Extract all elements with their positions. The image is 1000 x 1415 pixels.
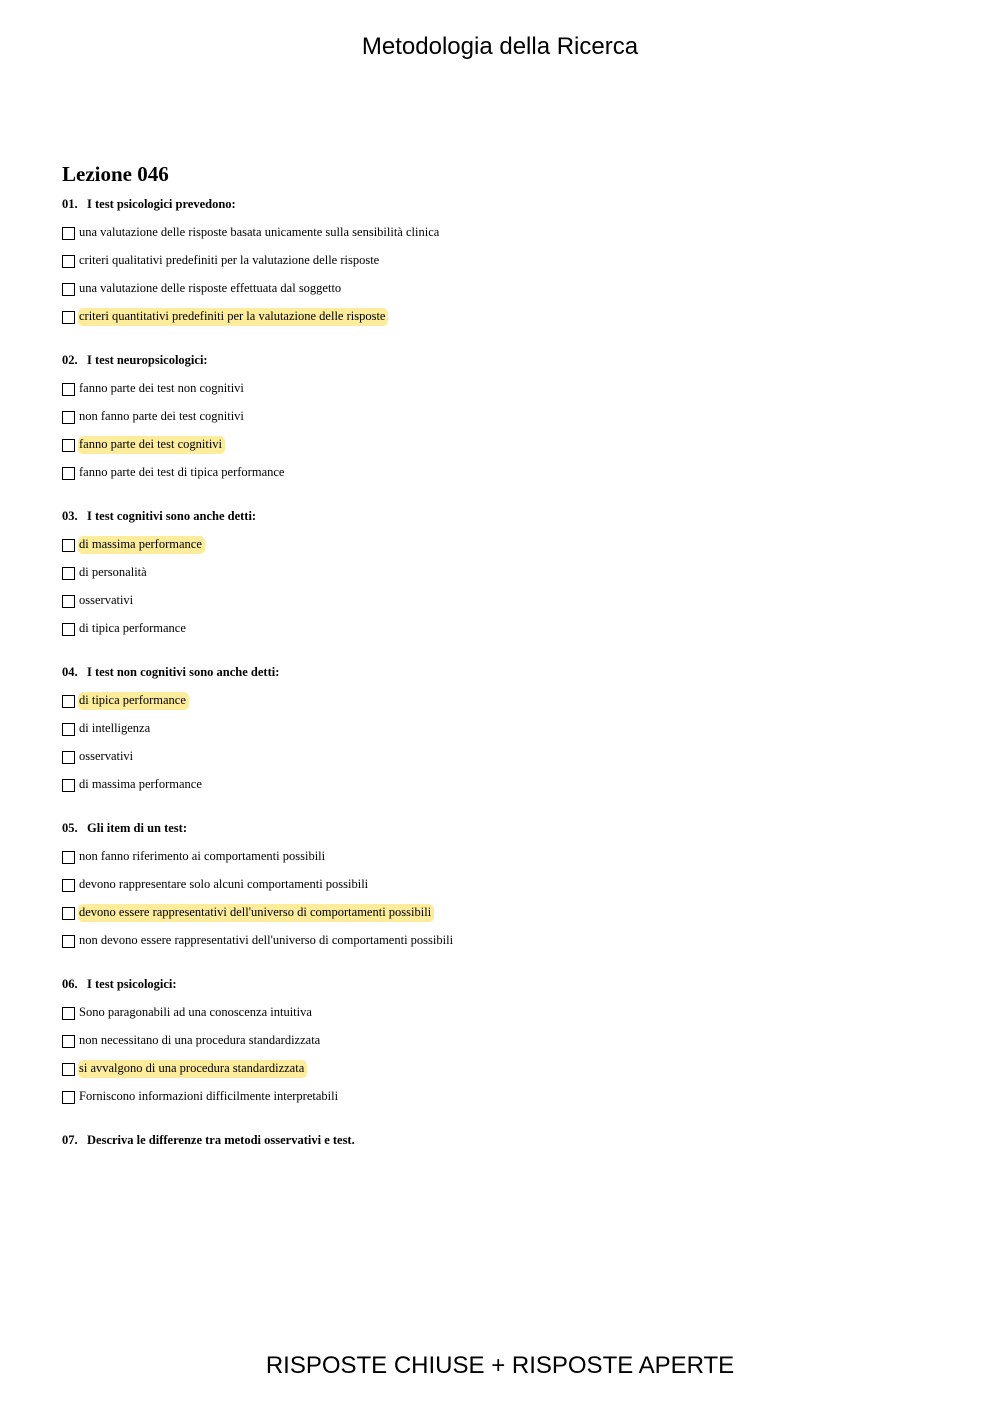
answer-option[interactable] xyxy=(62,927,962,955)
question-header xyxy=(62,664,962,680)
answer-checkbox[interactable] xyxy=(62,227,75,240)
answer-text: di tipica performance xyxy=(79,621,186,635)
answer-checkbox[interactable] xyxy=(62,779,75,792)
question-spacer xyxy=(62,487,962,500)
answer-text: non devono essere rappresentativi dell'universo di comportamenti possibili xyxy=(79,933,454,947)
answer-text-highlighted: di tipica performance xyxy=(78,692,189,710)
answer-text: Sono paragonabili ad una conoscenza intuitiva xyxy=(79,1005,312,1019)
answer-option[interactable] xyxy=(62,275,962,303)
answer-text-highlighted: devono essere rappresentativi dell'universo di comportamenti possibili xyxy=(78,904,434,922)
question-text: I test neuropsicologici: xyxy=(87,353,208,367)
question-spacer xyxy=(62,955,962,968)
answer-option[interactable] xyxy=(62,871,962,899)
question-text: Descriva le differenze tra metodi osservativi e test. xyxy=(87,1133,355,1147)
answer-text: criteri qualitativi predefiniti per la valutazione delle risposte xyxy=(79,253,380,267)
answer-text-highlighted: di massima performance xyxy=(78,536,205,554)
answer-text: di personalità xyxy=(79,565,147,579)
answer-checkbox[interactable] xyxy=(62,567,75,580)
lesson-title: Lezione 046 xyxy=(62,162,169,186)
answer-option[interactable] xyxy=(62,459,962,487)
question-spacer xyxy=(62,643,962,656)
question-header xyxy=(62,1132,962,1148)
answer-text-highlighted: fanno parte dei test cognitivi xyxy=(78,436,225,454)
answer-text-highlighted: si avvalgono di una procedura standardizzata xyxy=(78,1060,307,1078)
page-title: Metodologia della Ricerca xyxy=(361,33,639,60)
answer-text: una valutazione delle risposte effettuata dal soggetto xyxy=(79,281,342,295)
answer-option[interactable] xyxy=(62,771,962,799)
question-text: I test psicologici prevedono: xyxy=(87,197,236,211)
answer-checkbox[interactable] xyxy=(62,411,75,424)
answer-option[interactable] xyxy=(62,531,962,559)
question-header xyxy=(62,820,962,836)
answer-checkbox[interactable] xyxy=(62,439,75,452)
question-block xyxy=(62,196,962,331)
answer-option[interactable] xyxy=(62,431,962,459)
question-number: 03. xyxy=(62,509,78,523)
answer-option[interactable] xyxy=(62,615,962,643)
answer-checkbox[interactable] xyxy=(62,1007,75,1020)
answer-option[interactable] xyxy=(62,247,962,275)
question-block xyxy=(62,799,962,955)
footer-title: RISPOSTE CHIUSE + RISPOSTE APERTE xyxy=(265,1352,735,1379)
answer-text: osservativi xyxy=(79,593,134,607)
question-spacer xyxy=(62,1111,962,1124)
answer-checkbox[interactable] xyxy=(62,283,75,296)
answer-text: devono rappresentare solo alcuni comportamenti possibili xyxy=(79,877,369,891)
answer-checkbox[interactable] xyxy=(62,907,75,920)
answer-option[interactable] xyxy=(62,1083,962,1111)
question-block xyxy=(62,643,962,799)
answer-checkbox[interactable] xyxy=(62,539,75,552)
question-text: I test cognitivi sono anche detti: xyxy=(87,509,257,523)
answer-checkbox[interactable] xyxy=(62,595,75,608)
question-block xyxy=(62,331,962,487)
answer-option[interactable] xyxy=(62,375,962,403)
answer-option[interactable] xyxy=(62,715,962,743)
answer-option[interactable] xyxy=(62,687,962,715)
answer-option[interactable] xyxy=(62,219,962,247)
question-text: I test non cognitivi sono anche detti: xyxy=(87,665,280,679)
answer-text: osservativi xyxy=(79,749,134,763)
answer-text: Forniscono informazioni difficilmente interpretabili xyxy=(79,1089,339,1103)
question-text: I test psicologici: xyxy=(87,977,177,991)
answer-checkbox[interactable] xyxy=(62,1035,75,1048)
answer-checkbox[interactable] xyxy=(62,467,75,480)
question-number: 01. xyxy=(62,197,78,211)
answer-text: non fanno parte dei test cognitivi xyxy=(79,409,244,423)
answer-text: una valutazione delle risposte basata unicamente sulla sensibilità clinica xyxy=(79,225,440,239)
question-spacer xyxy=(62,799,962,812)
question-block xyxy=(62,487,962,643)
question-header xyxy=(62,976,962,992)
question-number: 04. xyxy=(62,665,78,679)
question-header xyxy=(62,352,962,368)
question-header xyxy=(62,508,962,524)
answer-option[interactable] xyxy=(62,743,962,771)
answer-checkbox[interactable] xyxy=(62,311,75,324)
question-block xyxy=(62,955,962,1111)
question-header xyxy=(62,196,962,212)
answer-option[interactable] xyxy=(62,1027,962,1055)
answer-text: fanno parte dei test non cognitivi xyxy=(79,381,244,395)
answer-text-highlighted: criteri quantitativi predefiniti per la valutazione delle risposte xyxy=(78,308,388,326)
answer-option[interactable] xyxy=(62,843,962,871)
answer-option[interactable] xyxy=(62,559,962,587)
question-spacer xyxy=(62,331,962,344)
answer-checkbox[interactable] xyxy=(62,1091,75,1104)
answer-text: non necessitano di una procedura standardizzata xyxy=(79,1033,321,1047)
question-block xyxy=(62,1111,962,1148)
question-list xyxy=(62,196,962,1148)
answer-option[interactable] xyxy=(62,403,962,431)
answer-checkbox[interactable] xyxy=(62,623,75,636)
answer-text: di massima performance xyxy=(79,777,202,791)
answer-checkbox[interactable] xyxy=(62,851,75,864)
answer-checkbox[interactable] xyxy=(62,879,75,892)
answer-text: non fanno riferimento ai comportamenti possibili xyxy=(79,849,326,863)
question-number: 06. xyxy=(62,977,78,991)
answer-option[interactable] xyxy=(62,303,962,331)
quiz-content xyxy=(62,160,962,1155)
question-text: Gli item di un test: xyxy=(87,821,187,835)
question-number: 02. xyxy=(62,353,78,367)
answer-checkbox[interactable] xyxy=(62,695,75,708)
question-number: 07. xyxy=(62,1133,78,1147)
answer-checkbox[interactable] xyxy=(62,255,75,268)
answer-checkbox[interactable] xyxy=(62,751,75,764)
question-number: 05. xyxy=(62,821,78,835)
answer-checkbox[interactable] xyxy=(62,1063,75,1076)
answer-option[interactable] xyxy=(62,1055,962,1083)
answer-option[interactable] xyxy=(62,999,962,1027)
answer-text: fanno parte dei test di tipica performance xyxy=(79,465,285,479)
answer-checkbox[interactable] xyxy=(62,723,75,736)
answer-option[interactable] xyxy=(62,587,962,615)
answer-checkbox[interactable] xyxy=(62,935,75,948)
answer-checkbox[interactable] xyxy=(62,383,75,396)
answer-text: di intelligenza xyxy=(79,721,151,735)
answer-option[interactable] xyxy=(62,899,962,927)
